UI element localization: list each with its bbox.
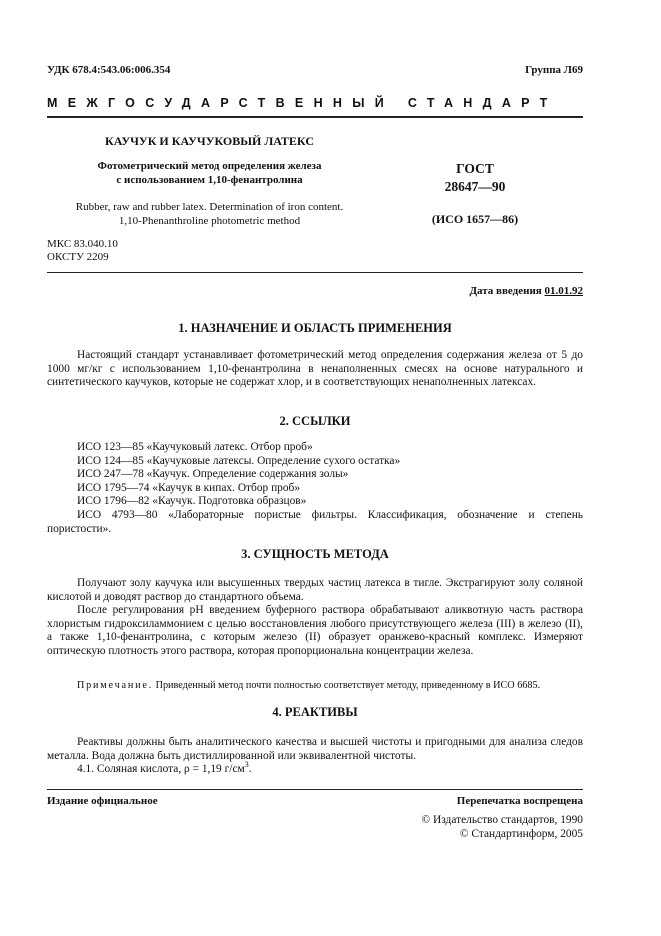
reference-item: ИСО 123—85 «Каучуковый латекс. Отбор проб» [77,441,313,453]
note-text: Приведенный метод почти полностью соответствует методу, приведенному в ИСО 6685. [155,680,541,691]
udk-code: УДК 678.4:543.06:006.354 [47,64,171,76]
gost-number: 28647—90 [444,179,506,194]
section-1-heading: 1. НАЗНАЧЕНИЕ И ОБЛАСТЬ ПРИМЕНЕНИЯ [178,321,452,335]
footer-rule [47,789,583,790]
reference-item: ИСО 1796—82 «Каучук. Подготовка образцов» [77,495,307,508]
section-3-note [47,679,583,693]
group-code: Группа Л69 [525,64,583,76]
official-edition: Издание официальное [47,795,158,807]
reagent-item-4-1 [47,760,583,777]
reprint-notice: Перепечатка воспрещена [456,795,583,807]
reference-item: ИСО 247—78 «Каучук. Определение содержания золы» [77,468,349,481]
doc-subtitle-2: с использованием 1,10-фенантролина [116,174,303,186]
intro-date [380,285,583,299]
section-3-para-2: После регулирования pH введением буферного раствора обрабатывают аликвотную часть раствора хлористым гидроксиламмонием с целью восстановления любого присутствующего железа (III) в железо (II), а также 1,10-фенантролина, с которым железо (II) образует оранжево-красный комплекс. Измеряют оптическую плотность этого раствора, которая пропорциональна концентрации железа. [47,604,583,657]
reagent-item-text: 4.1. Соляная кислота, ρ = 1,19 г/см [77,763,245,775]
doc-subtitle-1: Фотометрический метод определения железа [97,160,322,172]
note-label: Примечание. [77,680,154,691]
banner [47,97,587,112]
copyright-2: © Стандартинформ, 2005 [459,828,583,840]
section-3-heading: 3. СУЩНОСТЬ МЕТОДА [241,547,389,561]
title-rule [47,272,583,273]
intro-date-label: Дата введения [469,285,542,297]
gost-label: ГОСТ [456,161,494,176]
english-title-2: 1,10-Phenanthroline photometric method [118,215,301,227]
doc-title: КАУЧУК И КАУЧУКОВЫЙ ЛАТЕКС [105,134,314,148]
okstu-code: ОКСТУ 2209 [47,251,109,263]
reference-item-last: ИСО 4793—80 «Лабораторные пористые фильтры. Классификация, обозначение и степень пористости». [47,509,583,535]
reagent-item-sup: 3 [244,760,249,770]
section-1-text: Настоящий стандарт устанавливает фотометрический метод определения содержания железа от 5 до 1000 мг/кг с использованием 1,10-фенантролина в ненаполненных смесях на основе натурального и синтетического каучуков, которые не содержат хлор, и в соответствующих ненаполненных латексах. [47,349,583,389]
banner-text: МЕЖГОСУДАРСТВЕННЫЙ СТАНДАРТ [47,96,558,110]
english-title-1: Rubber, raw and rubber latex. Determination of iron content. [75,201,344,213]
reference-item: ИСО 124—85 «Каучуковые латексы. Определение сухого остатка» [77,454,401,467]
section-4-heading: 4. РЕАКТИВЫ [272,705,358,719]
reagent-item-end: . [248,763,252,775]
reference-item: ИСО 1795—74 «Каучук в кипах. Отбор проб» [77,481,301,494]
reference-list [77,441,583,509]
section-2-heading: 2. ССЫЛКИ [279,414,351,428]
intro-date-value: 01.01.92 [544,285,583,297]
section-4-para-1: Реактивы должны быть аналитического качества и высшей чистоты и пригодными для анализа следов металла. Вода должна быть дистиллированной или эквивалентной чистоты. [47,736,583,762]
section-3-para-1: Получают золу каучука или высушенных твердых частиц латекса в тигле. Экстрагируют золу соляной кислотой и доводят раствор до стандартного объема. [47,577,583,603]
copyright-1: © Издательство стандартов, 1990 [421,814,583,826]
iso-reference: (ИСО 1657—86) [431,212,519,226]
mks-code: МКС 83.040.10 [47,238,118,250]
banner-rule [47,116,583,118]
